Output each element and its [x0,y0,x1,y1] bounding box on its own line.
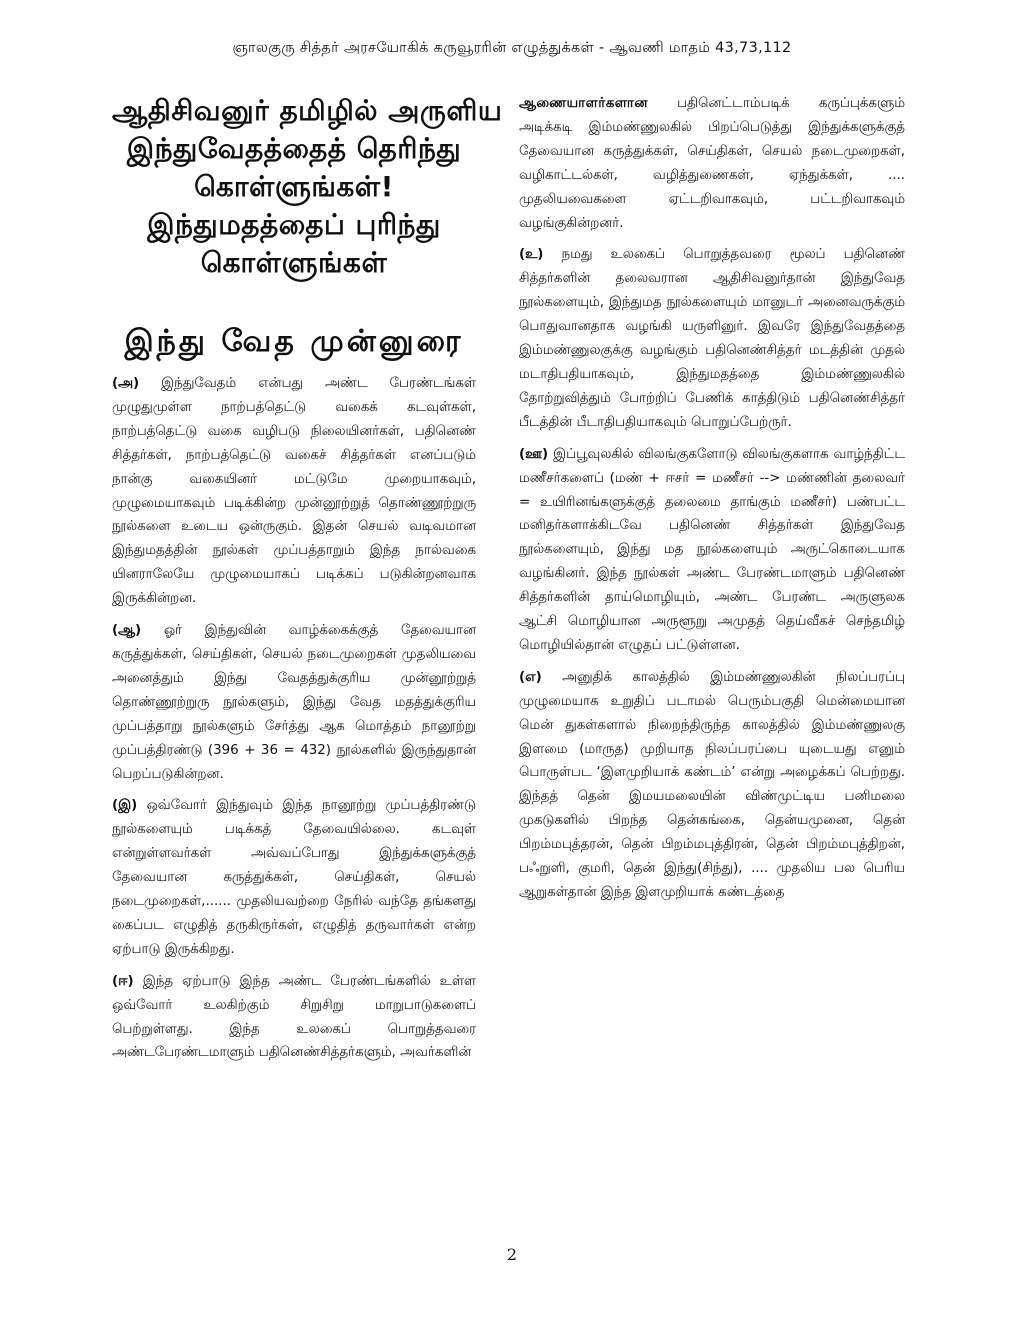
paragraph [112,619,476,786]
paragraph-text: அனுதிக் காலத்தில் இம்மண்ணுலகின் நிலப்பரப்பு முழுமையாக உறுதிப் படாமல் பெரும்பகுதி மென்மையான மென் துகள்களால் நிறைந்திருந்த காலத்தில் இம்மண்ணுலகு இளமை (மாருத) முறியாத நிலப்பரப்பை யுடையது எனும் பொருள்பட ‘இளமுறியாக் கண்டம்’ என்று அழைக்கப் பெற்றது. இந்தத் தென் இமயமலையின் விண்முட்டிய பனிமலை முகடுகளில் பிறந்த தென்கங்கை, தென்யமுனை, தென் பிறம்மபுத்தரன், தென் பிறம்மபுத்திரன், தென் பிறம்மபுத்திறன், பஃறுளி, குமரி, தென் இந்து(சிந்து), .... முதலிய பல பெரிய ஆறுகள்தான் இந்த இளமுறியாக் கண்டத்தை [519,669,905,900]
left-column [112,92,503,1073]
paragraph-marker: (ஈ) [112,973,134,989]
paragraph-marker: (ஊ) [519,446,549,462]
paragraph-marker: (ஆ) [112,623,142,639]
paragraph [519,666,905,905]
page-number: 2 [506,1245,518,1264]
title-line: இந்துவேதத்தைத் தெரிந்து [126,132,462,165]
paragraph-text: இப்பூவுலகில் விலங்குகளோடு விலங்குகளாக வாழ்ந்திட்ட மணீசர்களைப் (மண் + ஈசர் = மணீசர் --> மண்ணின் தலைவர் = உயிரினங்களுக்குத் தலைமை தாங்கும் மணீசர்) பண்பட்ட மனிதர்களாக்கிடவே பதினெண் சித்தர்கள் இந்துவேத நூல்களையும், இந்து மத நூல்களையும் அருட்கொடையாக வழங்கினர். இந்த நூல்கள் அண்ட பேரண்டமாளும் பதினெண் சித்தர்களின் தாய்மொழியும், அண்ட பேரண்ட அருளுலக ஆட்சி மொழியான அருளூறு அமுதத் தெய்வீகச் செந்தமிழ் மொழியில்தான் எழுதப் பட்டுள்ளன. [519,446,905,653]
paragraph-marker: (எ) [519,669,542,685]
title-line: கொள்ளுங்கள்! [194,170,394,203]
running-header: ஞாலகுரு சித்தர் அரசயோகிக் கருவூரரின் எழுத்துக்கள் - ஆவணி மாதம் 43,73,112 [232,40,792,56]
paragraph [112,794,476,961]
paragraph-text: இந்த ஏற்பாடு இந்த அண்ட பேரண்டங்களில் உள்ள ஒவ்வோர் உலகிற்கும் சிறுசிறு மாறுபாடுகளைப் பெற்றுள்ளது. இந்த உலகைப் பொறுத்தவரை அண்டபேரண்டமாளும் பதினெண்சித்தர்களும், அவர்களின் [112,973,476,1061]
title-line: கொள்ளுங்கள் [200,246,388,279]
paragraph-marker: (உ) [519,247,544,263]
paragraph-text: ஒவ்வோர் இந்துவும் இந்த நானூற்று முப்பத்திரண்டு நூல்களையும் படிக்கத் தேவையில்லை. கடவுள் என்றுள்ளவர்கள் அவ்வப்போது இந்துக்களுக்குத் தேவையான கருத்துக்கள், செய்திகள், செயல் நடைமுறைகள்,...... முதலியவற்றை நேரில் வந்தே தங்களது கைப்பட எழுதித் தருகிருர்கள், எழுதித் தருவார்கள் என்ற ஏற்பாடு இருக்கிறது. [112,798,476,957]
paragraph-lead-word: ஆணையாளர்களான [519,96,648,111]
paragraph [112,372,476,611]
paragraph-text: இந்துவேதம் என்பது அண்ட பேரண்டங்கள் முழுதுமுள்ள நாற்பத்தெட்டு வகைக் கடவுள்கள், நாற்பத்தெட்டு வகை வழிபடு நிலையினர்கள், பதினெண் சித்தர்கள், நாற்பத்தெட்டு வகைச் சித்தர்கள் எனப்படும் நான்கு வகையினர் மட்டுமே முறையாகவும், முழுமையாகவும் படிக்கின்ற முன்னூற்றுத் தொண்ணூற்றுரு நூல்களை உடைய ஒன்ருகும். இதன் செயல் வடிவமான இந்துமதத்தின் நூல்கள் முப்பத்தாறும் இந்த நால்வகை யினராலேயே முழுமையாகப் படிக்கப் படுகின்றனவாக இருக்கின்றன. [112,376,476,607]
section-title: இந்து வேத முன்னுரை [124,324,464,359]
paragraph [519,443,905,658]
title-line: இந்துமதத்தைப் புரிந்து [147,208,441,241]
paragraph [112,970,476,1066]
title-line: ஆதிசிவனுர் தமிழில் அருளிய [112,94,503,127]
paragraph-text: பதினெட்டாம்படிக் கருப்புக்களும் அடிக்கடி இம்மண்ணுலகில் பிறப்பெடுத்து இந்துக்களுக்குத் தேவையான கருத்துக்கள், செய்திகள், செயல் நடைமுறைகள், வழிகாட்டல்கள், வழித்துணைகள், ஏந்துக்கள், .... முதலியவைகளை ஏட்டறிவாகவும், பட்டறிவாகவும் வழங்குகின்றனர். [519,96,905,231]
paragraph-marker: (அ) [112,376,140,391]
article-title [112,92,503,282]
paragraph-text: ஓர் இந்துவின் வாழ்க்கைக்குத் தேவையான கருத்துக்கள், செய்திகள், செயல் நடைமுறைகள் முதலியவை அனைத்தும் இந்து வேதத்துக்குரிய முன்னூற்றுத் தொண்ணூற்றுரு நூல்களும், இந்து வேத மதத்துக்குரிய முப்பத்தாறு நூல்களும் சேர்த்து ஆக மொத்தம் நானூற்று முப்பத்திரண்டு (396 + 36 = 432) நூல்களில் இருந்துதான் பெறப்படுகின்றன. [112,623,477,782]
paragraph [519,243,905,434]
paragraph-text: நமது உலகைப் பொறுத்தவரை மூலப் பதினெண் சித்தர்களின் தலைவரான ஆதிசிவனுர்தான் இந்துவேத நூல்களையும், இந்துமத நூல்களையும் மானுடர் அனைவருக்கும் பொதுவானதாக வழங்கி யருளினுர். இவரே இந்துவேதத்தை இம்மண்ணுலகுக்கு வழங்கும் பதினெண்சித்தர் மடத்தின் முதல் மடாதிபதியாகவும், இந்துமதத்தை இம்மண்ணுலகில் தோற்றுவித்தும் போற்றிப் பேணிக் காத்திடும் பதினெண்சித்தர் பீடத்தின் பீடாதிபதியாகவும் பொறுப்பேற்ருர். [519,247,905,430]
paragraph [519,92,905,235]
paragraph-marker: (இ) [112,798,138,814]
right-column [519,92,905,913]
